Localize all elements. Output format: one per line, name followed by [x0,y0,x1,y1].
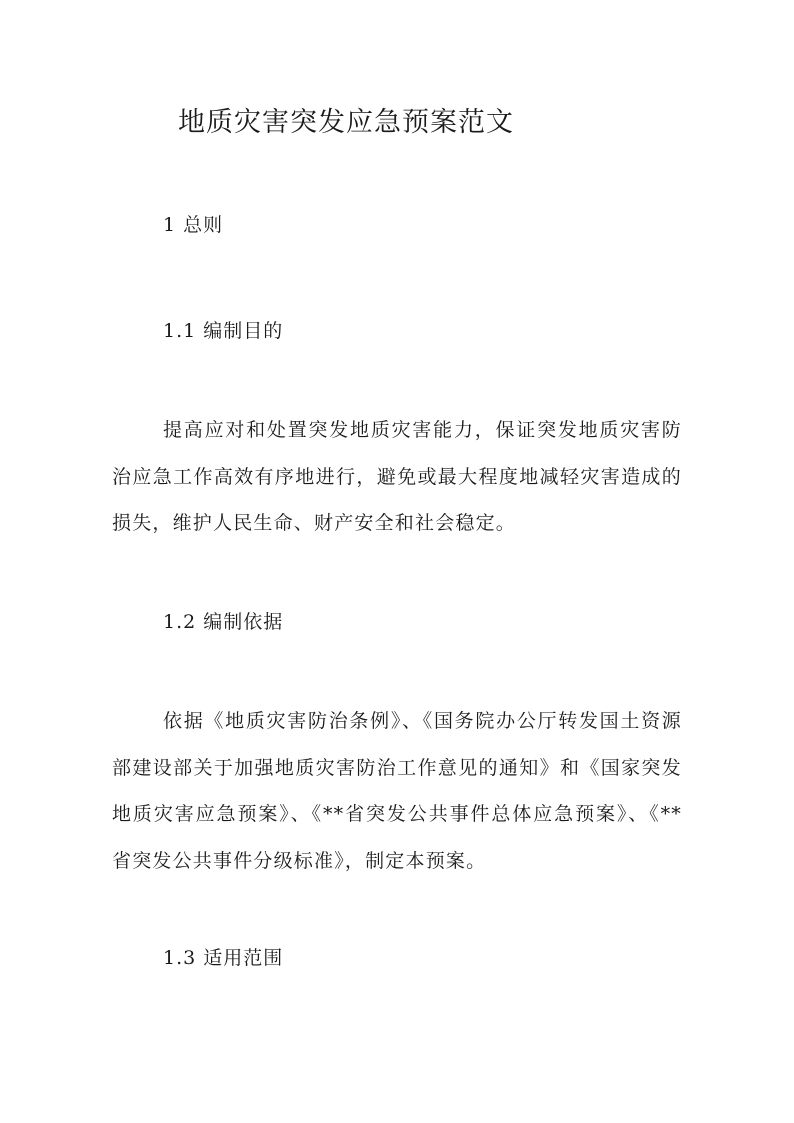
section-heading-general: 1 总则 [163,214,224,236]
section-heading-scope: 1.3 适用范围 [163,947,284,969]
paragraph-basis: 依据《地质灾害防治条例》、《国务院办公厅转发国土资源部建设部关于加强地质灾害防治工作意见的通知》和《国家突发地质灾害应急预案》、《**省突发公共事件总体应急预案》、《**省突发公共事件分级标准》，制定本预案。 [112,710,682,872]
section-heading-purpose: 1.1 编制目的 [163,320,284,342]
document-title: 地质灾害突发应急预案范文 [178,107,514,138]
paragraph-purpose: 提高应对和处置突发地质灾害能力，保证突发地质灾害防治应急工作高效有序地进行，避免或最大程度地减轻灾害造成的损失，维护人民生命、财产安全和社会稳定。 [112,419,682,534]
section-heading-basis: 1.2 编制依据 [163,611,284,633]
